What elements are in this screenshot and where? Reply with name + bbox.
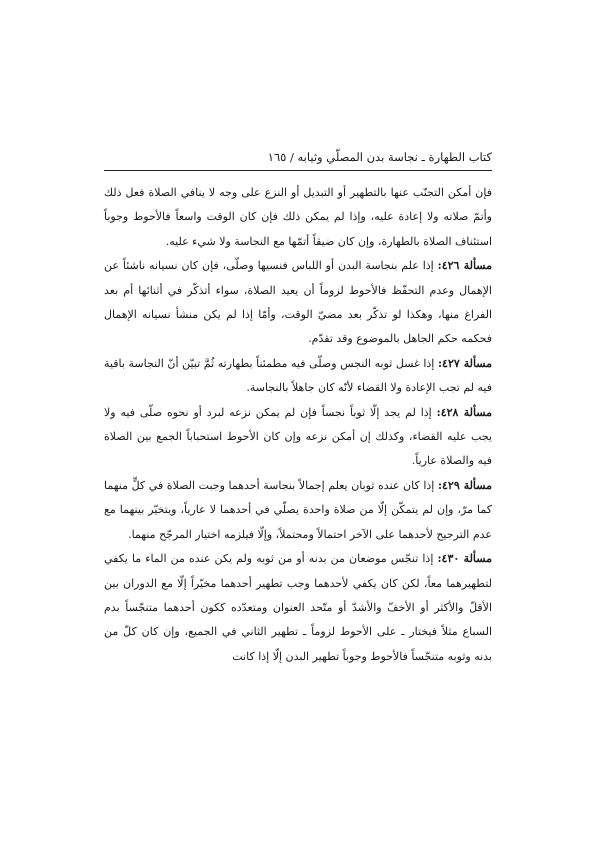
issue-430 — [104, 547, 492, 669]
header-divider — [104, 170, 492, 171]
issue-428 — [104, 401, 492, 474]
issue-427 — [104, 352, 492, 401]
paragraph-text: إذا غسل ثوبه النجس وصلّى فيه مطمئناً بطهارته ثُمَّ تبيّن أنّ النجاسة باقية فيه لم تجب الإعادة ولا القضاء لأنّه كان جاهلاً بالنجاسة. — [104, 356, 492, 395]
issue-label: مسألة ٤٣٠: — [437, 552, 492, 566]
issue-label: مسألة ٤٢٩: — [437, 478, 492, 492]
issue-429 — [104, 474, 492, 547]
running-header: كتاب الطهارة ـ نجاسة بدن المصلّي وثيابه / ١٦٥ — [267, 150, 492, 164]
issue-label: مسألة ٤٢٦: — [437, 259, 493, 273]
paragraph-text: فإن أمكن التجنّب عنها بالتطهير أو التبديل أو النزع على وجه لا ينافي الصلاة فعل ذلك وأتمّ صلاته ولا إعادة عليه، وإذا لم يمكن ذلك فإن كان الوقت واسعاً فالأحوط وجوباً استئناف الصلاة بالطهارة، وإن كان ضيقاً أتمّها مع النجاسة ولا شيء عليه. — [104, 186, 492, 248]
paragraph-text: إذا لم يجد إلّا ثوباً نجساً فإن لم يمكن نزعه لبرد أو نحوه صلّى فيه ولا يجب عليه القضاء، وكذلك إن أمكن نزعه وإن كان الأحوط استحباباً الجمع بين الصلاة فيه والصلاة عارياً. — [104, 405, 492, 468]
issue-426 — [104, 254, 492, 352]
paragraph-text: إذا علم بنجاسة البدن أو اللباس فنسيها وصلّى، فإن كان نسيانه ناشئاً عن الإهمال وعدم التحفّظ فالأحوط لزوماً أن يعيد الصلاة، سواء أتذكّر في أثنائها أم بعد الفراغ منها، وهكذا لو تذكّر بعد مضيّ الوقت، وأمّا إذا لم يكن منشأ نسيانه الإهمال فحكمه حكم الجاهل بالموضوع وقد تقدّم. — [104, 259, 492, 346]
paragraph-continuation — [104, 181, 492, 254]
paragraph-text: إذا تنجّس موضعان من بدنه أو من ثوبه ولم يكن عنده من الماء ما يكفي لتطهيرهما معاً، لكن كان يكفي لأحدهما وجب تطهير أحدهما مخيّراً إلّا مع الدوران بين الأقلّ والأكثر أو الأخفّ والأشدّ أو متّحد العنوان ومتعدّده ككون أحدهما متنجّساً بدم السباع مثلاً فيختار ـ على الأحوط لزوماً ـ تطهير الثاني في الجميع، وإن كان كلّ من بدنه وثوبه متنجّساً فالأحوط وجوباً تطهير البدن إلّا إذا كانت — [104, 552, 492, 663]
issue-label: مسألة ٤٢٨: — [436, 405, 493, 419]
body-text — [104, 181, 492, 669]
paragraph-text: إذا كان عنده ثوبان يعلم إجمالاً بنجاسة أحدهما وجبت الصلاة في كلٍّ منهما كما مرّ، وإن لم يتمكّن إلّا من صلاة واحدة يصلّي في أحدهما لا عارياً، ويتخيّر بينهما مع عدم الترجيح لأحدهما على الآخر احتمالاً ومحتملاً، وإلّا فيلزمه اختيار المرجّح منهما. — [104, 478, 492, 541]
issue-label: مسألة ٤٢٧: — [437, 356, 493, 370]
